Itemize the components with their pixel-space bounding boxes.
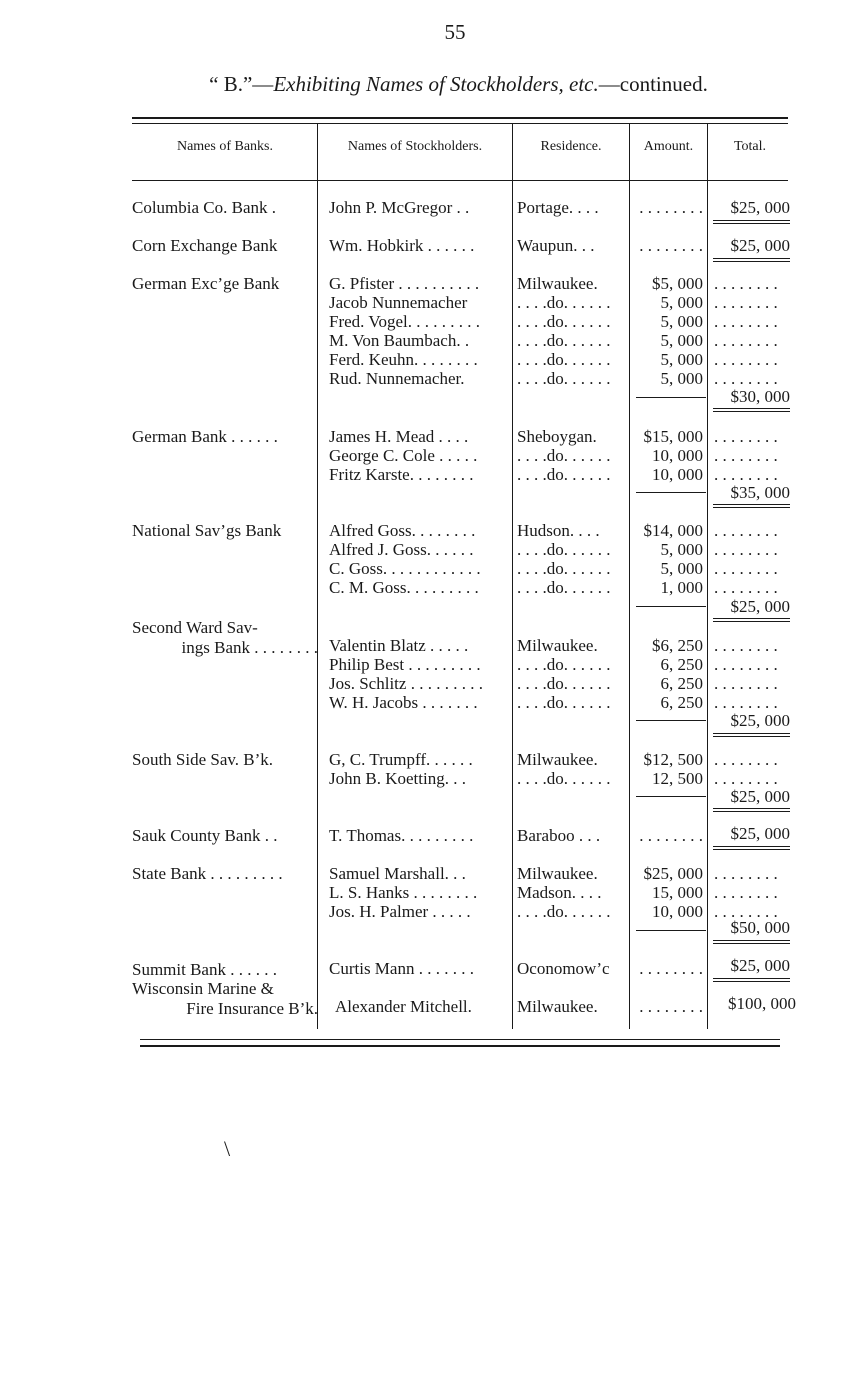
residence: Portage. . . . (517, 198, 599, 217)
bank-total: $25, 000 (730, 824, 790, 843)
amount: $14, 000 (643, 521, 703, 540)
stockholder-name: Alfred Goss. . . . . . . . (329, 521, 476, 540)
header-bank: Names of Banks. (176, 139, 274, 154)
total-leader: . . . . . . . . (714, 274, 778, 293)
bank-total: $30, 000 (730, 387, 790, 406)
amount: $25, 000 (643, 864, 703, 883)
bank-name: South Side Sav. B’k. (132, 750, 274, 769)
residence: . . . .do. . . . . . (517, 446, 611, 465)
residence: Hudson. . . . (517, 521, 600, 540)
total-leader: . . . . . . . . (714, 293, 778, 312)
stockholder-name: Alexander Mitchell. (335, 997, 472, 1016)
total-leader: . . . . . . . . (714, 693, 778, 712)
bank-name: German Bank . . . . . . (132, 427, 278, 446)
page-title (0, 72, 857, 97)
stockholder-name: C. M. Goss. . . . . . . . . (329, 578, 479, 597)
residence: Milwaukee. (517, 274, 598, 293)
amount: 5, 000 (660, 312, 703, 331)
amount: 5, 000 (660, 559, 703, 578)
amount: $5, 000 (652, 274, 703, 293)
table-top-rule-thin (132, 123, 788, 124)
stockholder-name: G. Pfister . . . . . . . . . . (329, 274, 480, 293)
amount: . . . . . . . . (639, 959, 703, 978)
amount: 10, 000 (652, 446, 703, 465)
total-double-rule (713, 846, 790, 850)
residence: Milwaukee. (517, 997, 598, 1016)
bank-total: $100, 000 (728, 994, 796, 1013)
amount: 6, 250 (660, 674, 703, 693)
total-leader: . . . . . . . . (714, 750, 778, 769)
residence: . . . .do. . . . . . (517, 578, 611, 597)
bank-total: $25, 000 (730, 236, 790, 255)
residence: . . . .do. . . . . . (517, 655, 611, 674)
amount: 15, 000 (652, 883, 703, 902)
amount: 5, 000 (660, 540, 703, 559)
bank-name: National Sav’gs Bank (132, 521, 282, 540)
header-residence: Residence. (540, 139, 602, 154)
total-double-rule (713, 733, 790, 737)
stockholder-name: Samuel Marshall. . . (329, 864, 466, 883)
bank-name: Columbia Co. Bank . (132, 198, 277, 217)
bank-name (132, 979, 318, 1018)
stockholder-name: Fritz Karste. . . . . . . . (329, 465, 474, 484)
amount: 5, 000 (660, 331, 703, 350)
residence: . . . .do. . . . . . (517, 312, 611, 331)
total-leader: . . . . . . . . (714, 883, 778, 902)
page-number: 55 (444, 20, 466, 44)
stockholder-name: John P. McGregor . . (329, 198, 470, 217)
total-double-rule (713, 940, 790, 944)
amount-sum-rule (636, 720, 706, 721)
stockholder-name: L. S. Hanks . . . . . . . . (329, 883, 478, 902)
residence: . . . .do. . . . . . (517, 769, 611, 788)
stockholder-name: Rud. Nunnemacher. (329, 369, 465, 388)
header-bottom-rule (132, 180, 788, 181)
total-double-rule (713, 258, 790, 262)
amount: 10, 000 (652, 902, 703, 921)
residence: . . . .do. . . . . . (517, 369, 611, 388)
stockholder-name: W. H. Jacobs . . . . . . . (329, 693, 478, 712)
bank-name: Summit Bank . . . . . . (132, 960, 277, 979)
column-divider (512, 124, 513, 1029)
bank-name: Corn Exchange Bank (132, 236, 278, 255)
residence: . . . .do. . . . . . (517, 350, 611, 369)
total-double-rule (713, 408, 790, 412)
stray-mark: \ (224, 1136, 231, 1161)
total-double-rule (713, 978, 790, 982)
amount: 5, 000 (660, 293, 703, 312)
title-suffix: —continued. (598, 72, 708, 96)
total-leader: . . . . . . . . (714, 674, 778, 693)
table-top-rule (132, 117, 788, 119)
residence: . . . .do. . . . . . (517, 540, 611, 559)
bank-name-line2: ings Bank . . . . . . . . (181, 637, 318, 657)
total-double-rule (713, 618, 790, 622)
stockholder-name: G, C. Trumpff. . . . . . (329, 750, 473, 769)
residence: . . . .do. . . . . . (517, 331, 611, 350)
bank-total: $25, 000 (730, 711, 790, 730)
table-bottom-rule (140, 1039, 780, 1040)
bank-total: $25, 000 (730, 597, 790, 616)
bank-total: $25, 000 (730, 787, 790, 806)
total-leader: . . . . . . . . (714, 312, 778, 331)
bank-total: $25, 000 (730, 198, 790, 217)
residence: . . . .do. . . . . . (517, 293, 611, 312)
residence: Waupun. . . (517, 236, 595, 255)
stockholder-name: Fred. Vogel. . . . . . . . . (329, 312, 480, 331)
stockholder-name: Jacob Nunnemacher (329, 293, 468, 312)
bank-total: $35, 000 (730, 483, 790, 502)
amount: 10, 000 (652, 465, 703, 484)
amount: . . . . . . . . (639, 826, 703, 845)
total-double-rule (713, 220, 790, 224)
residence: Milwaukee. (517, 864, 598, 883)
residence: . . . .do. . . . . . (517, 674, 611, 693)
residence: Oconomow’c (517, 959, 610, 978)
amount-sum-rule (636, 796, 706, 797)
amount: . . . . . . . . (639, 236, 703, 255)
amount: $6, 250 (652, 636, 703, 655)
total-double-rule (713, 504, 790, 508)
stockholder-name: Wm. Hobkirk . . . . . . (329, 236, 475, 255)
bank-total: $50, 000 (730, 918, 790, 937)
residence: Milwaukee. (517, 636, 598, 655)
bank-name (132, 618, 318, 657)
title-prefix: “ B.”— (209, 72, 274, 96)
bank-name: Sauk County Bank . . (132, 826, 278, 845)
amount: 6, 250 (660, 693, 703, 712)
bank-name-line1: Second Ward Sav- (132, 618, 258, 637)
header-total: Total. (733, 139, 767, 154)
title-italic: Exhibiting Names of Stockholders, etc. (273, 72, 599, 96)
stockholder-name: C. Goss. . . . . . . . . . . . (329, 559, 481, 578)
amount: . . . . . . . . (639, 198, 703, 217)
header-holder: Names of Stockholders. (347, 139, 483, 154)
total-leader: . . . . . . . . (714, 465, 778, 484)
amount: $12, 500 (643, 750, 703, 769)
column-divider (629, 124, 630, 1029)
amount-sum-rule (636, 606, 706, 607)
amount-sum-rule (636, 397, 706, 398)
total-leader: . . . . . . . . (714, 769, 778, 788)
total-leader: . . . . . . . . (714, 350, 778, 369)
total-leader: . . . . . . . . (714, 331, 778, 350)
stockholder-name: Jos. H. Palmer . . . . . (329, 902, 471, 921)
stockholder-name: Valentin Blatz . . . . . (329, 636, 469, 655)
total-leader: . . . . . . . . (714, 655, 778, 674)
bank-total: $25, 000 (730, 956, 790, 975)
total-leader: . . . . . . . . (714, 446, 778, 465)
total-leader: . . . . . . . . (714, 540, 778, 559)
bank-name: State Bank . . . . . . . . . (132, 864, 283, 883)
amount: 5, 000 (660, 350, 703, 369)
stockholder-name: George C. Cole . . . . . (329, 446, 478, 465)
stockholder-name: T. Thomas. . . . . . . . . (329, 826, 474, 845)
amount: 1, 000 (660, 578, 703, 597)
residence: Sheboygan. (517, 427, 597, 446)
amount-sum-rule (636, 492, 706, 493)
stockholder-name: M. Von Baumbach. . (329, 331, 470, 350)
total-leader: . . . . . . . . (714, 559, 778, 578)
stockholder-name: Philip Best . . . . . . . . . (329, 655, 481, 674)
residence: . . . .do. . . . . . (517, 559, 611, 578)
total-leader: . . . . . . . . (714, 578, 778, 597)
total-leader: . . . . . . . . (714, 427, 778, 446)
header-amount: Amount. (643, 139, 694, 154)
stockholder-name: John B. Koetting. . . (329, 769, 466, 788)
amount: 6, 250 (660, 655, 703, 674)
residence: Baraboo . . . (517, 826, 601, 845)
bank-name-line1: Wisconsin Marine & (132, 979, 274, 998)
residence: Milwaukee. (517, 750, 598, 769)
column-divider (707, 124, 708, 1029)
total-leader: . . . . . . . . (714, 864, 778, 883)
residence: . . . .do. . . . . . (517, 465, 611, 484)
stockholder-name: James H. Mead . . . . (329, 427, 469, 446)
stockholder-name: Ferd. Keuhn. . . . . . . . (329, 350, 478, 369)
total-leader: . . . . . . . . (714, 369, 778, 388)
amount-sum-rule (636, 930, 706, 931)
total-double-rule (713, 808, 790, 812)
table-bottom-rule-thick (140, 1045, 780, 1047)
stockholder-name: Curtis Mann . . . . . . . (329, 959, 474, 978)
amount: 12, 500 (652, 769, 703, 788)
column-divider (317, 124, 318, 1029)
total-leader: . . . . . . . . (714, 636, 778, 655)
amount: $15, 000 (643, 427, 703, 446)
residence: . . . .do. . . . . . (517, 902, 611, 921)
stockholder-name: Jos. Schlitz . . . . . . . . . (329, 674, 483, 693)
residence: . . . .do. . . . . . (517, 693, 611, 712)
amount: . . . . . . . . (639, 997, 703, 1016)
total-leader: . . . . . . . . (714, 902, 778, 921)
residence: Madson. . . . (517, 883, 602, 902)
bank-name: German Exc’ge Bank (132, 274, 280, 293)
total-leader: . . . . . . . . (714, 521, 778, 540)
stockholder-name: Alfred J. Goss. . . . . . (329, 540, 474, 559)
bank-name-line2: Fire Insurance B’k. (186, 998, 318, 1018)
amount: 5, 000 (660, 369, 703, 388)
